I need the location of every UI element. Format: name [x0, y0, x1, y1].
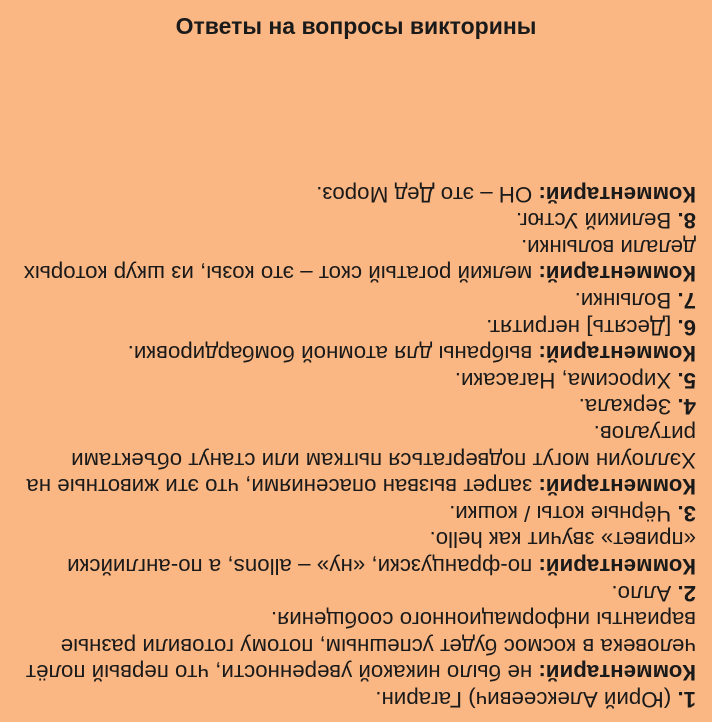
answer-number: 4.	[677, 394, 696, 420]
answer-number: 5.	[677, 367, 696, 393]
comment-2	[20, 526, 696, 579]
answer-number: 6.	[677, 314, 696, 340]
comment-text: по-французски, «ну» – allons, а по-английски «привет» звучит как hello.	[67, 527, 696, 580]
answer-text: Алло.	[611, 580, 672, 606]
comment-3	[20, 419, 696, 499]
answer-text: Чёрные коты / кошки.	[449, 500, 672, 526]
comment-label: Комментарий:	[538, 261, 696, 287]
answer-number: 3.	[677, 500, 696, 526]
comment-text: ОН – это Дед Мороз.	[316, 181, 533, 207]
answer-text: Зеркала.	[578, 394, 672, 420]
answer-number: 1.	[677, 687, 696, 712]
comment-text: не было никакой уверенности, что первый полёт человека в космос будет успешным, потому готовили разные варианты информационного сообщения.	[25, 607, 696, 686]
comment-label: Комментарий:	[538, 341, 696, 367]
answer-number: 8.	[677, 208, 696, 234]
comment-text: выбраны для атомной бомбардировки.	[127, 341, 533, 367]
answer-1	[20, 685, 696, 712]
page-title: Ответы на вопросы викторины	[175, 13, 537, 39]
answer-7	[20, 287, 696, 314]
answers-list	[20, 46, 696, 712]
comment-1	[20, 606, 696, 686]
answer-5	[20, 366, 696, 393]
comment-label: Комментарий:	[538, 554, 696, 580]
comment-text: запрет вызван опасениями, что эти животные на Хэллоуин могут подвергаться пыткам или станут объектами ритуалов.	[26, 421, 696, 500]
answer-text: (Юрий Алексеевич) Гагарин.	[375, 687, 672, 712]
comment-7	[20, 233, 696, 286]
answer-text: Волынки.	[574, 288, 672, 314]
answer-4	[20, 393, 696, 420]
answer-number: 2.	[677, 580, 696, 606]
answer-text: Великий Устюг.	[515, 208, 672, 234]
answer-3	[20, 499, 696, 526]
answer-2	[20, 579, 696, 606]
answer-6	[20, 313, 696, 340]
answer-text: Хиросима, Нагасаки.	[454, 367, 672, 393]
comment-5	[20, 340, 696, 367]
comment-label: Комментарий:	[538, 181, 696, 207]
answer-8	[20, 207, 696, 234]
comment-8	[20, 180, 696, 207]
comment-label: Комментарий:	[538, 474, 696, 500]
comment-text: мелкий рогатый скот – это козы, из шкур которых делали волынки.	[23, 234, 696, 287]
answer-text: [Десять] негритят.	[486, 314, 672, 340]
answer-number: 7.	[677, 288, 696, 314]
comment-label: Комментарий:	[538, 660, 696, 686]
